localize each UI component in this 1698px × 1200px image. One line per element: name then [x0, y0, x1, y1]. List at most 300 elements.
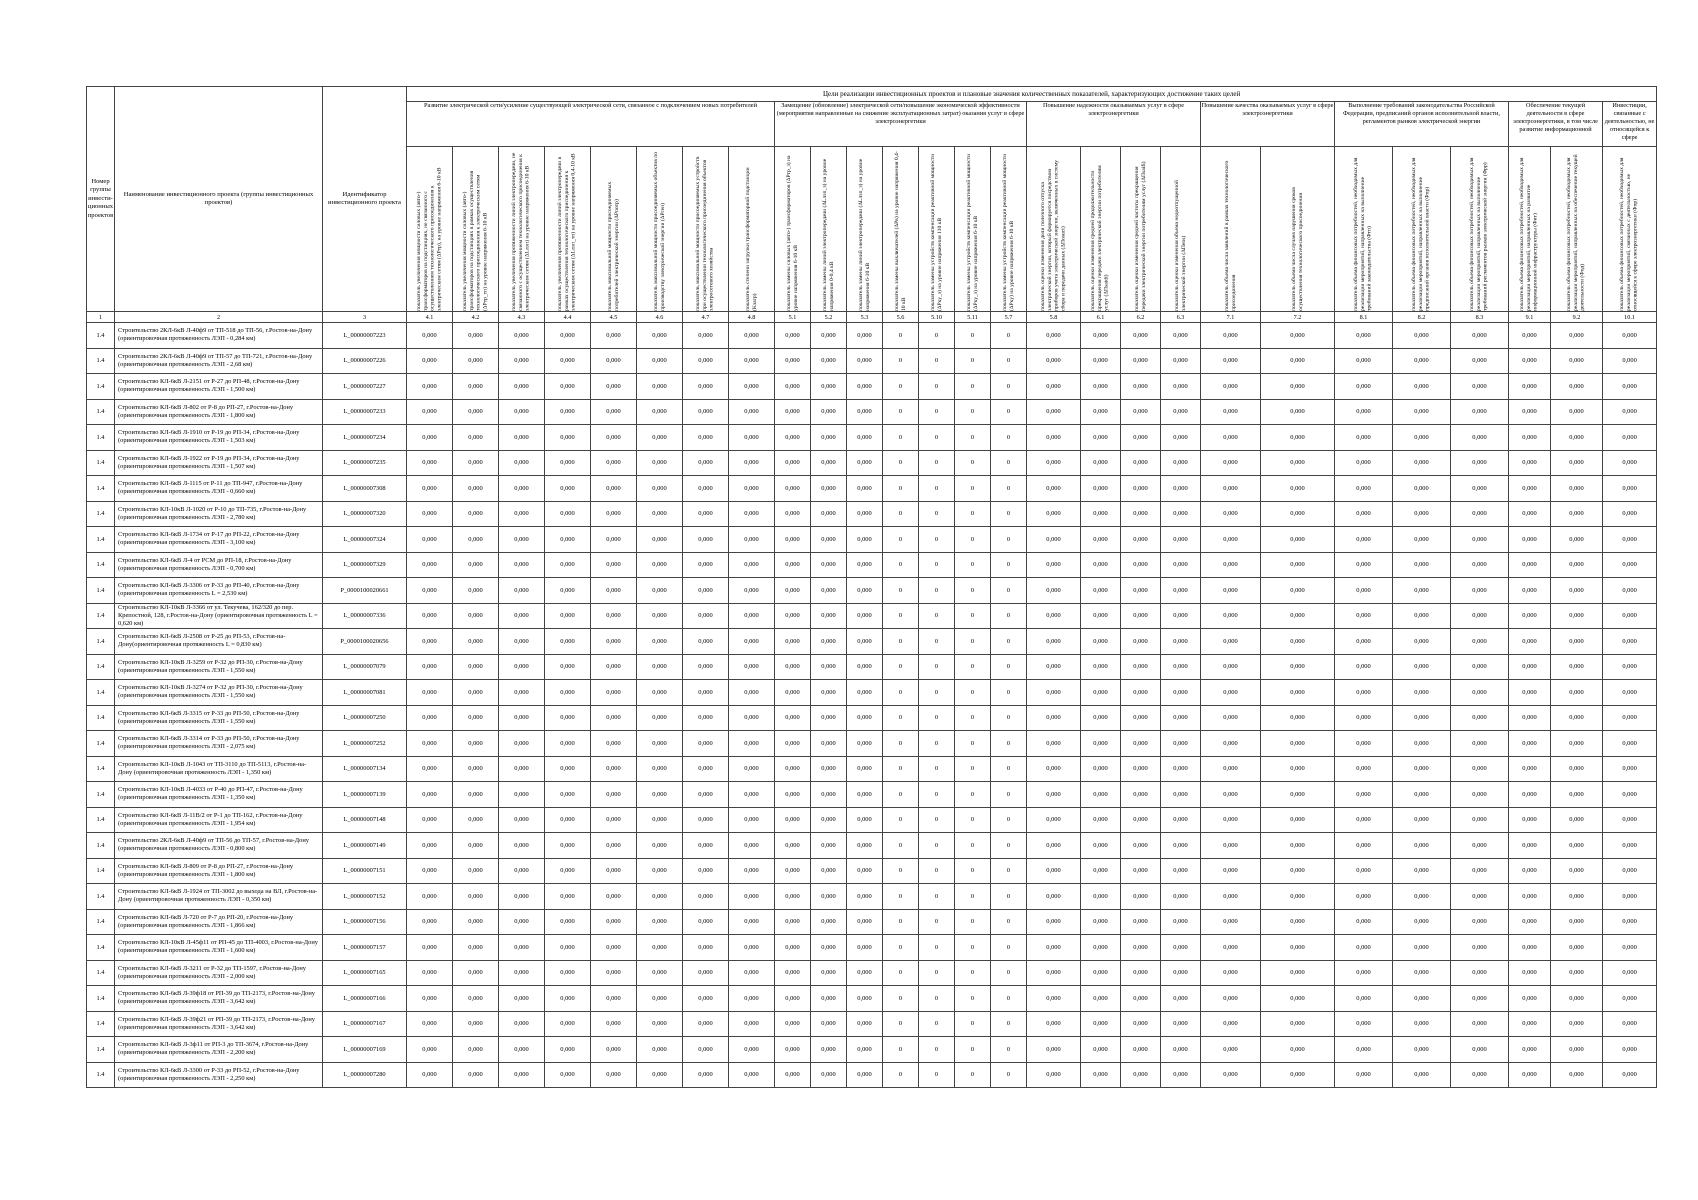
- value-cell: 0,000: [453, 654, 499, 680]
- value-cell: 0,000: [683, 960, 729, 986]
- value-cell: 0: [991, 731, 1027, 757]
- value-cell: 0: [955, 909, 991, 935]
- value-cell: 0,000: [775, 654, 811, 680]
- project-name-cell: Строительство КЛ-10кВ Л-3259 от Р-32 до РП-30, г.Ростов-на-Дону (ориентировочная протяженность ЛЭП - 1,550 км): [115, 654, 323, 680]
- value-cell: 0,000: [637, 399, 683, 425]
- value-cell: 0,000: [847, 654, 883, 680]
- value-cell: 0,000: [811, 935, 847, 961]
- investment-projects-table: [86, 86, 1655, 1121]
- table-row: [87, 909, 1657, 935]
- table-row: [87, 833, 1657, 859]
- value-cell: 0,000: [811, 501, 847, 527]
- value-cell: 0,000: [1393, 807, 1451, 833]
- value-cell: 0,000: [1509, 348, 1551, 374]
- value-cell: 0,000: [729, 731, 775, 757]
- value-cell: 0,000: [1603, 935, 1657, 961]
- value-cell: 0,000: [1121, 884, 1161, 910]
- value-cell: 0,000: [1161, 552, 1201, 578]
- value-cell: 0: [883, 552, 919, 578]
- value-cell: 0,000: [1509, 450, 1551, 476]
- value-cell: 0,000: [847, 552, 883, 578]
- value-cell: 0: [883, 578, 919, 604]
- value-cell: 0,000: [591, 1062, 637, 1088]
- value-cell: 0: [883, 833, 919, 859]
- value-cell: 0,000: [591, 476, 637, 502]
- table-row: [87, 323, 1657, 349]
- subcol-header: [883, 147, 919, 312]
- value-cell: 0,000: [1161, 680, 1201, 706]
- column-number: 5.8: [1027, 312, 1081, 323]
- value-cell: 0,000: [1081, 501, 1121, 527]
- column-number: 4.2: [453, 312, 499, 323]
- value-cell: 0,000: [729, 629, 775, 655]
- value-cell: 0,000: [1121, 501, 1161, 527]
- value-cell: 0,000: [545, 884, 591, 910]
- value-cell: 0,000: [683, 629, 729, 655]
- project-id-cell: L_00000007139: [323, 782, 407, 808]
- value-cell: 0,000: [1261, 1037, 1335, 1063]
- value-cell: 0,000: [1451, 399, 1509, 425]
- value-cell: 0,000: [1161, 935, 1201, 961]
- column-number: 6.1: [1081, 312, 1121, 323]
- value-cell: 0,000: [407, 654, 453, 680]
- value-cell: 0,000: [1393, 833, 1451, 859]
- value-cell: 0,000: [1393, 680, 1451, 706]
- value-cell: 0,000: [545, 578, 591, 604]
- value-cell: 0: [919, 399, 955, 425]
- subcol-header: [955, 147, 991, 312]
- subcol-header: [991, 147, 1027, 312]
- project-name-cell: Строительство 2КЛ-6кВ Л-40ф9 от ТП-57 до ТП-721, г.Ростов-на-Дону (ориентировочная протяженность ЛЭП - 2,68 км): [115, 348, 323, 374]
- value-cell: 0,000: [1451, 1011, 1509, 1037]
- value-cell: 0,000: [729, 909, 775, 935]
- value-cell: 0,000: [1261, 527, 1335, 553]
- table-row: [87, 374, 1657, 400]
- value-cell: 0,000: [1393, 578, 1451, 604]
- subcol-header-label: показатель увеличения мощности силовых (авто-) трансформаторов на подстанциях в рамках осуществления технологического присоединения к электрическим сетям (ΔPтр_тп) на уровне напряжения 6-10 кВ: [461, 170, 489, 311]
- value-cell: 0,000: [407, 425, 453, 451]
- value-cell: 0,000: [591, 884, 637, 910]
- value-cell: 0,000: [1261, 909, 1335, 935]
- value-cell: 0,000: [775, 1011, 811, 1037]
- value-cell: 0: [883, 654, 919, 680]
- value-cell: 0: [955, 374, 991, 400]
- value-cell: 0,000: [1121, 629, 1161, 655]
- group-number-cell: 1.4: [87, 833, 115, 859]
- value-cell: 0,000: [1393, 705, 1451, 731]
- value-cell: 0,000: [499, 1062, 545, 1088]
- value-cell: 0,000: [1451, 654, 1509, 680]
- value-cell: 0,000: [775, 858, 811, 884]
- value-cell: 0,000: [1451, 807, 1509, 833]
- value-cell: 0,000: [1027, 986, 1081, 1012]
- value-cell: 0: [991, 425, 1027, 451]
- project-name-cell: Строительство КЛ-10кВ Л-45ф11 от РП-45 до ТП-4003, г.Ростов-на-Дону (ориентировочная протяженность ЛЭП - 1,600 км): [115, 935, 323, 961]
- value-cell: 0,000: [1201, 756, 1261, 782]
- value-cell: 0,000: [1335, 782, 1393, 808]
- value-cell: 0,000: [1261, 705, 1335, 731]
- subcol-header-label: показатель максимальной мощности присоединяемых устройств при осуществлении технологического присоединения объектов электросетевого хозяйства: [695, 156, 715, 311]
- value-cell: 0,000: [1121, 323, 1161, 349]
- value-cell: 0,000: [683, 807, 729, 833]
- value-cell: 0: [991, 858, 1027, 884]
- col-project-id-header: Идентификатор инвестиционного проекта: [323, 87, 407, 312]
- value-cell: 0,000: [683, 501, 729, 527]
- subcol-header-label: показатель замены линий электропередачи (ΔLлэп_з) на уровне напряжения 6-10 кВ: [857, 158, 871, 311]
- value-cell: 0,000: [545, 1062, 591, 1088]
- value-cell: 0: [991, 374, 1027, 400]
- value-cell: 0,000: [1451, 450, 1509, 476]
- value-cell: 0,000: [1335, 807, 1393, 833]
- value-cell: 0,000: [1201, 807, 1261, 833]
- value-cell: 0: [883, 960, 919, 986]
- value-cell: 0,000: [811, 807, 847, 833]
- value-cell: 0,000: [683, 1037, 729, 1063]
- value-cell: 0,000: [811, 731, 847, 757]
- value-cell: 0: [919, 833, 955, 859]
- value-cell: 0,000: [591, 501, 637, 527]
- value-cell: 0,000: [775, 603, 811, 629]
- value-cell: 0,000: [1551, 960, 1603, 986]
- value-cell: 0,000: [637, 603, 683, 629]
- value-cell: 0,000: [847, 578, 883, 604]
- subcol-header: [1603, 147, 1657, 312]
- value-cell: 0,000: [729, 552, 775, 578]
- group-header-replacement: Замещение (обновление) электрической сети/повышение экономической эффективности (мероприятия направленные на снижение эксплуатационных затрат) оказания услуг в сфере электроэнергетики: [775, 102, 1027, 147]
- value-cell: 0,000: [847, 501, 883, 527]
- value-cell: 0,000: [1121, 680, 1161, 706]
- value-cell: 0,000: [1161, 629, 1201, 655]
- value-cell: 0,000: [1027, 1037, 1081, 1063]
- value-cell: 0,000: [1081, 807, 1121, 833]
- value-cell: 0,000: [1027, 399, 1081, 425]
- value-cell: 0: [991, 782, 1027, 808]
- value-cell: 0: [883, 399, 919, 425]
- value-cell: 0,000: [775, 1062, 811, 1088]
- value-cell: 0,000: [1161, 348, 1201, 374]
- value-cell: 0,000: [453, 476, 499, 502]
- value-cell: 0,000: [637, 348, 683, 374]
- value-cell: 0,000: [499, 399, 545, 425]
- value-cell: 0,000: [1081, 858, 1121, 884]
- group-number-cell: 1.4: [87, 374, 115, 400]
- value-cell: 0,000: [1261, 833, 1335, 859]
- project-name-cell: Строительство КЛ-6кВ Л-720 от Р-7 до РП-20, г.Ростов-на-Дону (ориентировочная протяженность ЛЭП - 1,866 км): [115, 909, 323, 935]
- value-cell: 0: [919, 501, 955, 527]
- value-cell: 0,000: [1603, 986, 1657, 1012]
- value-cell: 0,000: [1393, 399, 1451, 425]
- value-cell: 0: [955, 552, 991, 578]
- value-cell: 0,000: [1603, 1062, 1657, 1088]
- value-cell: 0,000: [847, 858, 883, 884]
- value-cell: 0,000: [847, 476, 883, 502]
- value-cell: 0,000: [775, 756, 811, 782]
- column-number: 6.3: [1161, 312, 1201, 323]
- value-cell: 0: [883, 1037, 919, 1063]
- value-cell: 0,000: [1027, 425, 1081, 451]
- value-cell: 0,000: [499, 935, 545, 961]
- value-cell: 0,000: [1451, 680, 1509, 706]
- value-cell: 0,000: [545, 374, 591, 400]
- value-cell: 0,000: [545, 1037, 591, 1063]
- table-row: [87, 960, 1657, 986]
- value-cell: 0,000: [811, 348, 847, 374]
- group-number-cell: 1.4: [87, 884, 115, 910]
- value-cell: 0,000: [1081, 1037, 1121, 1063]
- value-cell: 0,000: [1081, 986, 1121, 1012]
- subcol-header: [1201, 147, 1261, 312]
- value-cell: 0,000: [1509, 756, 1551, 782]
- value-cell: 0,000: [1121, 1037, 1161, 1063]
- value-cell: 0,000: [591, 986, 637, 1012]
- value-cell: 0,000: [1451, 629, 1509, 655]
- value-cell: 0,000: [1201, 1011, 1261, 1037]
- value-cell: 0,000: [1201, 399, 1261, 425]
- value-cell: 0,000: [499, 603, 545, 629]
- value-cell: 0,000: [775, 1037, 811, 1063]
- value-cell: 0,000: [1509, 807, 1551, 833]
- value-cell: 0,000: [1393, 1011, 1451, 1037]
- value-cell: 0,000: [407, 680, 453, 706]
- value-cell: 0,000: [729, 323, 775, 349]
- value-cell: 0,000: [1551, 1011, 1603, 1037]
- value-cell: 0,000: [1603, 578, 1657, 604]
- project-name-cell: Строительство 2КЛ-6кВ Л-40ф9 от ТП-518 до ТП-56, г.Ростов-на-Дону (ориентировочная протяженность ЛЭП - 0,284 км): [115, 323, 323, 349]
- value-cell: 0,000: [683, 680, 729, 706]
- value-cell: 0,000: [499, 1037, 545, 1063]
- value-cell: 0,000: [1081, 884, 1121, 910]
- value-cell: 0: [991, 476, 1027, 502]
- value-cell: 0,000: [1261, 782, 1335, 808]
- value-cell: 0,000: [847, 1011, 883, 1037]
- value-cell: 0,000: [407, 629, 453, 655]
- value-cell: 0,000: [1451, 782, 1509, 808]
- subcol-header-label: показатель объема финансовых потребностей, необходимых для реализации мероприятий, направленных на выполнение требований регламентов рынков электрической энергии (Фрр): [1469, 157, 1489, 311]
- value-cell: 0: [991, 884, 1027, 910]
- value-cell: 0,000: [1201, 501, 1261, 527]
- subcol-header-label: показатель оценки изменения средней продолжительности прекращения передачи электрической энергии потребителям услуг (ΔПsaidi): [1090, 165, 1110, 311]
- value-cell: 0,000: [1335, 833, 1393, 859]
- value-cell: 0: [955, 960, 991, 986]
- subcol-header-label: показатель степени загрузки трансформаторной подстанции (Kзагр): [744, 167, 758, 311]
- value-cell: 0,000: [1081, 909, 1121, 935]
- value-cell: 0: [955, 731, 991, 757]
- value-cell: 0,000: [1121, 552, 1161, 578]
- value-cell: 0,000: [499, 629, 545, 655]
- value-cell: 0,000: [847, 1062, 883, 1088]
- value-cell: 0,000: [1603, 501, 1657, 527]
- subcol-header-label: показатель объема числа случаев нарушения сроков осуществления технологического присоединения: [1290, 187, 1304, 311]
- column-number: 5.7: [991, 312, 1027, 323]
- value-cell: 0,000: [1509, 1062, 1551, 1088]
- value-cell: 0: [955, 1011, 991, 1037]
- value-cell: 0,000: [1603, 654, 1657, 680]
- value-cell: 0,000: [1081, 756, 1121, 782]
- value-cell: 0: [991, 909, 1027, 935]
- project-id-cell: L_00000007157: [323, 935, 407, 961]
- value-cell: 0,000: [811, 986, 847, 1012]
- table-row: [87, 425, 1657, 451]
- value-cell: 0,000: [1393, 603, 1451, 629]
- value-cell: 0: [883, 476, 919, 502]
- value-cell: 0,000: [499, 807, 545, 833]
- value-cell: 0,000: [1335, 986, 1393, 1012]
- value-cell: 0,000: [775, 374, 811, 400]
- value-cell: 0,000: [1027, 374, 1081, 400]
- subcol-header-label: показатель увеличения мощности силовых (авто-) трансформаторов на подстанциях, не связанного с осуществлением технологического присоединения к электрическим сетям (ΔPтр), на уровне напряжения 6-10 кВ: [415, 167, 443, 311]
- value-cell: 0,000: [453, 833, 499, 859]
- value-cell: 0,000: [683, 731, 729, 757]
- value-cell: 0: [991, 629, 1027, 655]
- value-cell: 0,000: [1335, 603, 1393, 629]
- project-name-cell: Строительство КЛ-6кВ Л-4 от РСМ до РП-18, г.Ростов-на-Дону (ориентировочная протяженность ЛЭП - 0,700 км): [115, 552, 323, 578]
- value-cell: 0,000: [1451, 858, 1509, 884]
- value-cell: 0,000: [591, 654, 637, 680]
- value-cell: 0,000: [1335, 552, 1393, 578]
- project-id-cell: P_0000100020656: [323, 629, 407, 655]
- value-cell: 0,000: [1603, 731, 1657, 757]
- value-cell: 0,000: [1027, 935, 1081, 961]
- value-cell: 0,000: [1551, 935, 1603, 961]
- value-cell: 0,000: [1161, 654, 1201, 680]
- value-cell: 0: [883, 348, 919, 374]
- value-cell: 0,000: [591, 425, 637, 451]
- value-cell: 0,000: [591, 807, 637, 833]
- value-cell: 0,000: [811, 960, 847, 986]
- value-cell: 0,000: [683, 450, 729, 476]
- value-cell: 0,000: [591, 680, 637, 706]
- value-cell: 0: [883, 756, 919, 782]
- value-cell: 0,000: [407, 476, 453, 502]
- value-cell: 0,000: [1335, 935, 1393, 961]
- project-name-cell: Строительство КЛ-6кВ Л-1734 от Р-17 до РП-22, г.Ростов-на-Дону (ориентировочная протяженность ЛЭП - 3,100 км): [115, 527, 323, 553]
- value-cell: 0,000: [407, 807, 453, 833]
- value-cell: 0,000: [453, 935, 499, 961]
- value-cell: 0,000: [729, 603, 775, 629]
- value-cell: 0,000: [847, 807, 883, 833]
- value-cell: 0,000: [591, 1037, 637, 1063]
- value-cell: 0,000: [407, 731, 453, 757]
- value-cell: 0,000: [775, 960, 811, 986]
- project-id-cell: L_00000007308: [323, 476, 407, 502]
- value-cell: 0,000: [683, 756, 729, 782]
- value-cell: 0,000: [775, 986, 811, 1012]
- column-number: 4.8: [729, 312, 775, 323]
- subcol-header-label: показатель оценки изменения средней частоты прекращения передачи электрической энергии потребителям услуг (ΔПsaifi): [1133, 161, 1147, 311]
- value-cell: 0,000: [637, 450, 683, 476]
- value-cell: 0,000: [1081, 450, 1121, 476]
- value-cell: 0,000: [637, 884, 683, 910]
- value-cell: 0,000: [1261, 1062, 1335, 1088]
- value-cell: 0: [955, 935, 991, 961]
- value-cell: 0,000: [847, 833, 883, 859]
- project-name-cell: Строительство КЛ-10кВ Л-4033 от Р-40 до РП-47, г.Ростов-на-Дону (ориентировочная протяженность ЛЭП - 1,350 км): [115, 782, 323, 808]
- value-cell: 0,000: [1393, 731, 1451, 757]
- project-id-cell: L_00000007234: [323, 425, 407, 451]
- project-id-cell: L_00000007280: [323, 1062, 407, 1088]
- value-cell: 0,000: [1161, 1037, 1201, 1063]
- value-cell: 0: [919, 527, 955, 553]
- project-id-cell: L_00000007226: [323, 348, 407, 374]
- value-cell: 0,000: [1201, 603, 1261, 629]
- column-number: 5.1: [775, 312, 811, 323]
- value-cell: 0,000: [1261, 578, 1335, 604]
- value-cell: 0,000: [683, 935, 729, 961]
- value-cell: 0,000: [1081, 680, 1121, 706]
- value-cell: 0,000: [545, 501, 591, 527]
- subcol-header-label: показатель максимальной мощности присоединяемых потребителей электрической энергии (ΔPпотр): [606, 181, 620, 311]
- value-cell: 0,000: [1161, 476, 1201, 502]
- value-cell: 0: [955, 323, 991, 349]
- subcol-header-label: показатель увеличения протяженности линий электропередачи, не связанного с осуществлением технологического присоединения к электрическим сетям (ΔLлэп) на уровне напряжения 6-10 кВ: [511, 152, 531, 311]
- group-number-cell: 1.4: [87, 782, 115, 808]
- value-cell: 0: [883, 909, 919, 935]
- value-cell: 0,000: [1261, 450, 1335, 476]
- value-cell: 0,000: [1201, 833, 1261, 859]
- value-cell: 0,000: [1509, 909, 1551, 935]
- subcol-header: [1261, 147, 1335, 312]
- value-cell: 0: [991, 935, 1027, 961]
- subcol-header: [499, 147, 545, 312]
- group-number-cell: 1.4: [87, 858, 115, 884]
- value-cell: 0,000: [1393, 450, 1451, 476]
- value-cell: 0: [883, 323, 919, 349]
- value-cell: 0,000: [1081, 348, 1121, 374]
- value-cell: 0,000: [1509, 782, 1551, 808]
- subcol-header: [1509, 147, 1551, 312]
- value-cell: 0,000: [1451, 960, 1509, 986]
- value-cell: 0,000: [407, 603, 453, 629]
- value-cell: 0,000: [1335, 1037, 1393, 1063]
- subcol-header: [775, 147, 811, 312]
- value-cell: 0,000: [591, 399, 637, 425]
- value-cell: 0,000: [407, 578, 453, 604]
- value-cell: 0,000: [499, 884, 545, 910]
- value-cell: 0,000: [811, 909, 847, 935]
- group-number-cell: 1.4: [87, 603, 115, 629]
- project-id-cell: L_00000007250: [323, 705, 407, 731]
- value-cell: 0,000: [1551, 323, 1603, 349]
- value-cell: 0,000: [499, 782, 545, 808]
- value-cell: 0,000: [407, 527, 453, 553]
- value-cell: 0: [955, 807, 991, 833]
- subcol-header: [729, 147, 775, 312]
- value-cell: 0: [955, 782, 991, 808]
- value-cell: 0,000: [1451, 348, 1509, 374]
- group-number-cell: 1.4: [87, 986, 115, 1012]
- project-id-cell: L_00000007165: [323, 960, 407, 986]
- value-cell: 0,000: [1161, 527, 1201, 553]
- table-row: [87, 756, 1657, 782]
- value-cell: 0,000: [545, 1011, 591, 1037]
- value-cell: 0,000: [407, 782, 453, 808]
- value-cell: 0,000: [545, 807, 591, 833]
- value-cell: 0,000: [811, 680, 847, 706]
- value-cell: 0,000: [545, 705, 591, 731]
- value-cell: 0,000: [775, 935, 811, 961]
- value-cell: 0,000: [1121, 807, 1161, 833]
- value-cell: 0: [955, 476, 991, 502]
- value-cell: 0,000: [499, 731, 545, 757]
- value-cell: 0,000: [1393, 884, 1451, 910]
- value-cell: 0,000: [1509, 552, 1551, 578]
- value-cell: 0,000: [811, 399, 847, 425]
- value-cell: 0: [883, 1011, 919, 1037]
- value-cell: 0,000: [1335, 348, 1393, 374]
- value-cell: 0: [991, 1037, 1027, 1063]
- value-cell: 0,000: [1261, 756, 1335, 782]
- subcol-header: [1451, 147, 1509, 312]
